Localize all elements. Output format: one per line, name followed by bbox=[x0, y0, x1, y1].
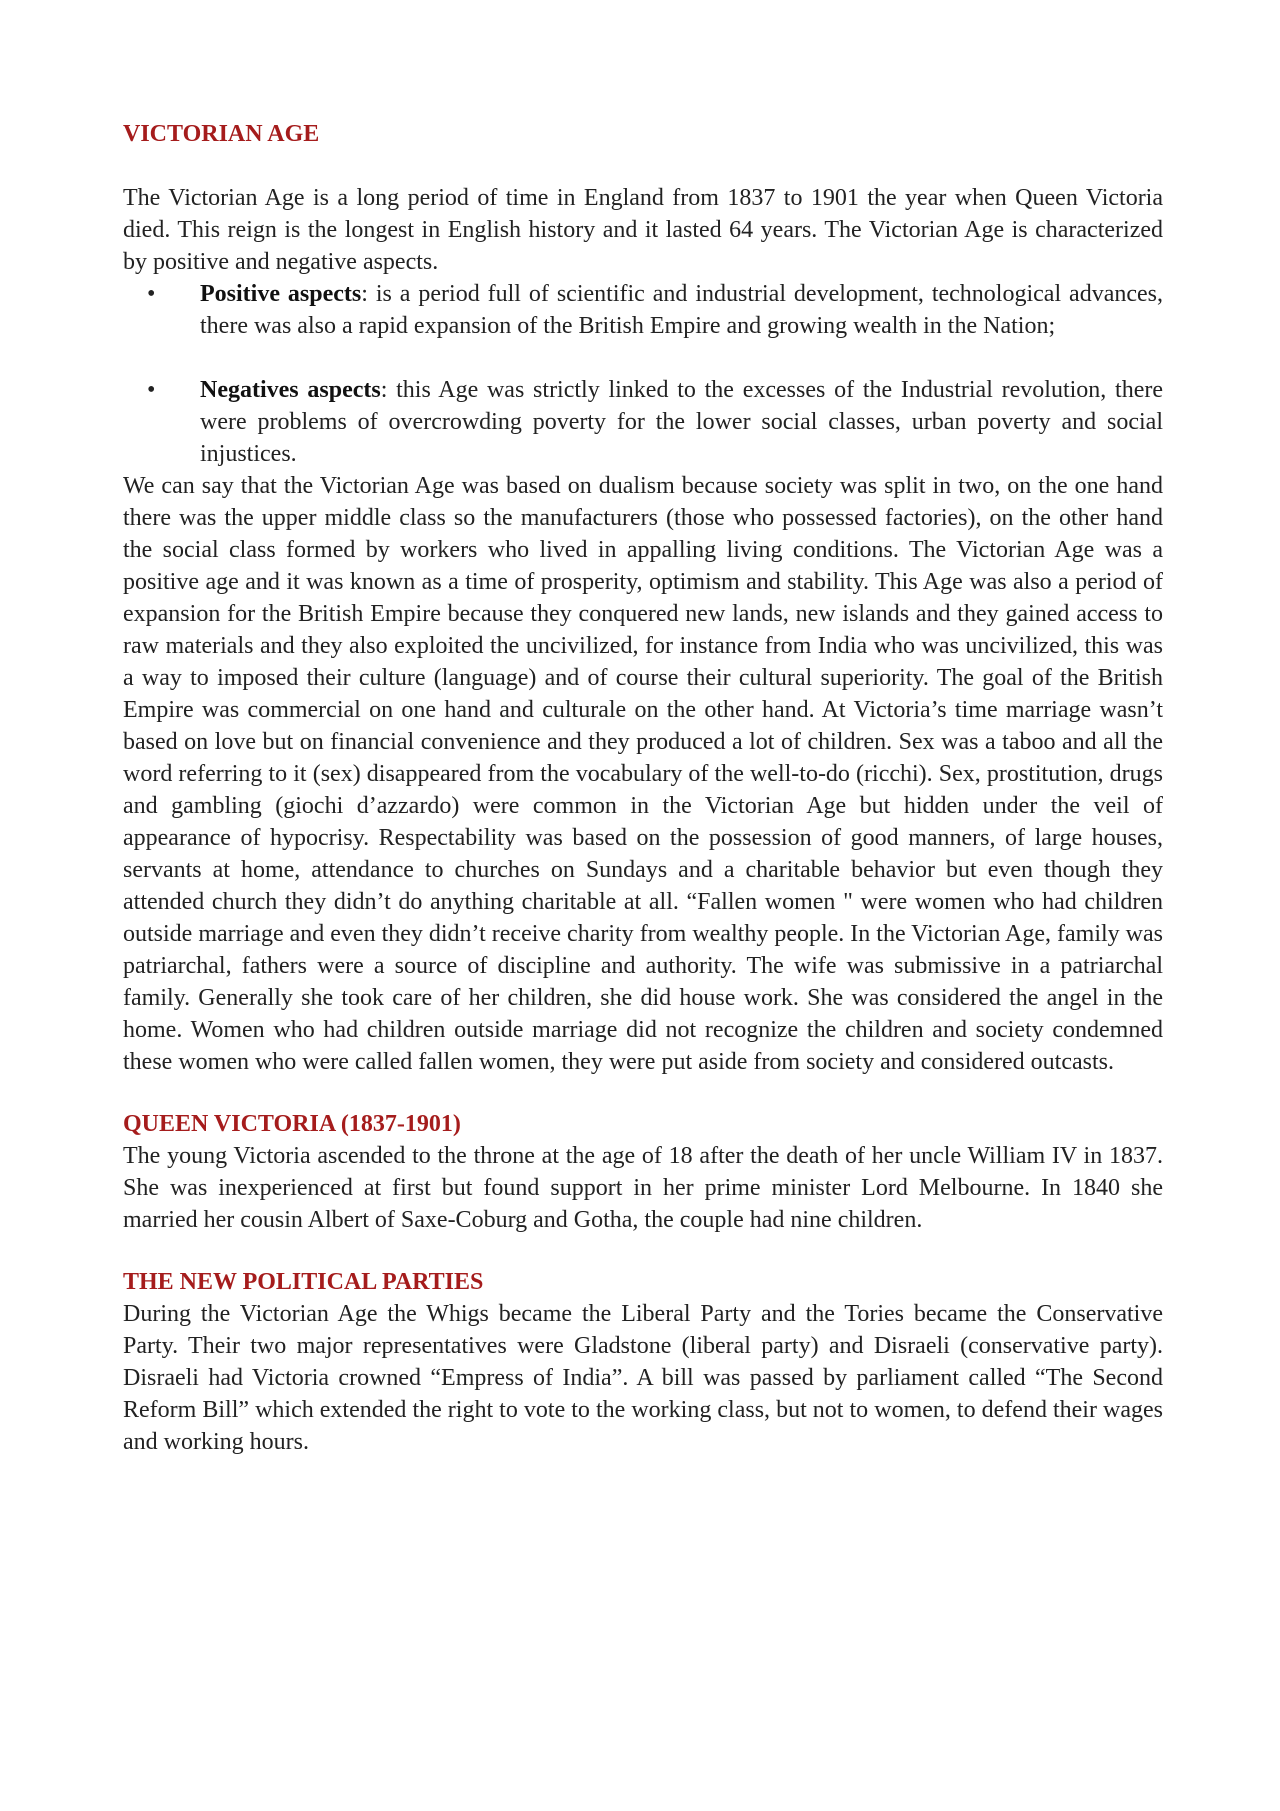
list-item-positive-aspects bbox=[123, 278, 1163, 342]
list-item-negative-aspects bbox=[123, 374, 1163, 470]
queen-victoria-body: The young Victoria ascended to the throne at the age of 18 after the death of her uncle William IV in 1837. She was inexperienced at first but found support in her prime minister Lord Melbourne. In 1840 she married her cousin Albert of Saxe-Coburg and Gotha, the couple had nine children. bbox=[123, 1143, 1163, 1233]
list-spacer bbox=[123, 342, 1163, 374]
negative-aspects-text: : this Age was strictly linked to the excesses of the Industrial revolution, there were problems of overcrowding poverty for the lower social classes, urban poverty and social injustices. bbox=[200, 377, 1163, 467]
political-parties-body: During the Victorian Age the Whigs became the Liberal Party and the Tories became the Conservative Party. Their two major representatives were Gladstone (liberal party) and Disraeli (conservative party). Disraeli had Victoria crowned “Empress of India”. A bill was passed by parliament called “The Second Reform Bill” which extended the right to vote to the working class, but not to women, to defend their wages and working hours. bbox=[123, 1301, 1163, 1455]
document-page bbox=[123, 118, 1163, 1458]
victorian-age-body: We can say that the Victorian Age was based on dualism because society was split in two, on the one hand there was the upper middle class so the manufacturers (those who possessed factories), on the other hand the social class formed by workers who lived in appalling living conditions. The Victorian Age was a positive age and it was known as a time of prosperity, optimism and stability. This Age was also a period of expansion for the British Empire because they conquered new lands, new islands and they gained access to raw materials and they also exploited the uncivilized, for instance from India who was uncivilized, this was a way to imposed their culture (language) and of course their cultural superiority. The goal of the British Empire was commercial on one hand and culturale on the other hand. At Victoria’s time marriage wasn’t based on love but on financial convenience and they produced a lot of children. Sex was a taboo and all the word referring to it (sex) disappeared from the vocabulary of the well-to-do (ricchi). Sex, prostitution, drugs and gambling (giochi d’azzardo) were common in the Victorian Age but hidden under the veil of appearance of hypocrisy. Respectability was based on the possession of good manners, of large houses, servants at home, attendance to churches on Sundays and a charitable behavior but even though they attended church they didn’t do anything charitable at all. “Fallen women " were women who had children outside marriage and even they didn’t receive charity from wealthy people. In the Victorian Age, family was patriarchal, fathers were a source of discipline and authority. The wife was submissive in a patriarchal family. Generally she took care of her children, she did house work. She was considered the angel in the home. Women who had children outside marriage did not recognize the children and society condemned these women who were called fallen women, they were put aside from society and considered outcasts. bbox=[123, 473, 1163, 1075]
aspects-list bbox=[123, 278, 1163, 470]
victorian-age-intro: The Victorian Age is a long period of time in England from 1837 to 1901 the year when Queen Victoria died. This reign is the longest in English history and it lasted 64 years. The Victorian Age is characterized by positive and negative aspects. bbox=[123, 185, 1163, 275]
bullet-icon: • bbox=[147, 377, 156, 403]
positive-aspects-label: Positive aspects bbox=[200, 281, 362, 307]
spacer bbox=[123, 1236, 1163, 1266]
positive-aspects-text: : is a period full of scientific and industrial development, technological advances, there was also a rapid expansion of the British Empire and growing wealth in the Nation; bbox=[200, 281, 1163, 339]
bullet-icon: • bbox=[147, 281, 156, 307]
negative-aspects-label: Negatives aspects bbox=[200, 377, 381, 403]
spacer bbox=[123, 1078, 1163, 1108]
section-title-political-parties: THE NEW POLITICAL PARTIES bbox=[123, 1269, 484, 1295]
spacer bbox=[123, 150, 1163, 182]
section-title-queen-victoria: QUEEN VICTORIA (1837-1901) bbox=[123, 1111, 461, 1137]
section-title-victorian-age: VICTORIAN AGE bbox=[123, 121, 320, 147]
